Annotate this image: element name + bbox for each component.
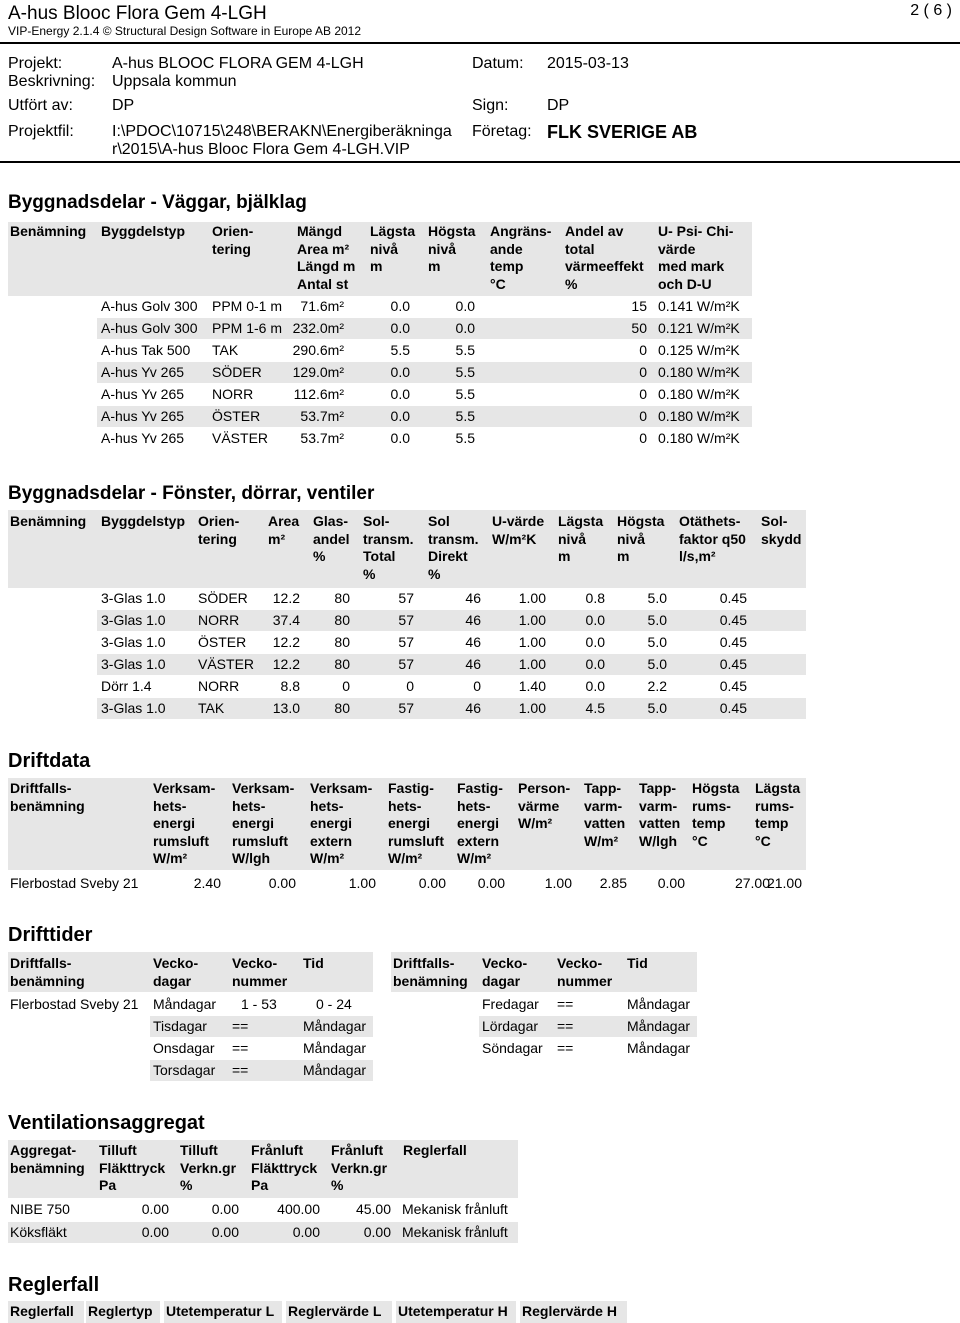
column-header: Reglervärde H: [522, 1303, 617, 1319]
ventilation-section-title: Ventilationsaggregat: [8, 1112, 205, 1134]
table-row-cell: 0.0: [390, 430, 410, 446]
description-label: Beskrivning:: [8, 73, 96, 90]
table-row-cell: 0: [473, 678, 481, 694]
table-row-cell: 0: [639, 408, 647, 424]
table-row-cell: 0: [639, 430, 647, 446]
project-file-line-2: r\2015\A-hus Blooc Flora Gem 4-LGH.VIP: [112, 141, 410, 158]
table-row-cell: 57: [398, 634, 414, 650]
column-header: Lägsta nivå m: [558, 513, 604, 564]
table-row-cell: Flerbostad Sveby 21: [10, 875, 139, 891]
table-row-cell: Måndagar: [303, 1062, 367, 1078]
table-row-cell: 0.0: [455, 320, 475, 336]
project-file-line-1: I:\PDOC\10715\248\BERAKN\Energiberäkninga: [112, 123, 452, 140]
table-row-cell: 5.5: [455, 386, 475, 402]
table-row-cell: Tisdagar: [153, 1018, 207, 1034]
column-header: Glas- andel %: [313, 513, 350, 564]
table-row-cell: ==: [232, 1018, 249, 1034]
table-row-cell: 1.00: [518, 700, 546, 716]
table-row-cell: 1.00: [518, 612, 546, 628]
table-row-cell: PPM 1-6 m: [212, 320, 283, 336]
table-row-cell: 0.00: [141, 1224, 169, 1240]
table-row-cell: 0: [639, 364, 647, 380]
table-row-cell: 46: [465, 612, 481, 628]
table-row-cell: 1.00: [518, 634, 546, 650]
column-header: Tid: [303, 955, 324, 971]
table-row-cell: 1.00: [348, 875, 376, 891]
column-header: Orien- tering: [198, 513, 240, 547]
column-header: Area m²: [268, 513, 300, 547]
table-row-cell: 0.00: [141, 1201, 169, 1217]
table-row-cell: 129.0m²: [292, 364, 344, 380]
table-row-cell: 27.00: [734, 875, 770, 891]
table-row-cell: NORR: [198, 678, 240, 694]
table-row-cell: 5.0: [647, 634, 667, 650]
table-row-cell: 46: [465, 656, 481, 672]
table-row-cell: 80: [334, 612, 350, 628]
table-row-cell: Måndagar: [627, 996, 691, 1012]
performed-by-value: DP: [112, 97, 135, 114]
table-row-cell: 2.40: [193, 875, 221, 891]
sign-value: DP: [547, 97, 570, 114]
table-row-cell: 0: [406, 678, 414, 694]
table-row-cell: 5.5: [455, 342, 475, 358]
table-row-cell: 8.8: [280, 678, 300, 694]
table-row-cell: 5.0: [647, 700, 667, 716]
table-row-cell: 0 - 24: [316, 996, 352, 1012]
table-row-cell: 0.00: [292, 1224, 320, 1240]
table-row-cell: 45.00: [355, 1201, 391, 1217]
table-row-cell: 0.00: [363, 1224, 391, 1240]
table-row-cell: ==: [557, 996, 574, 1012]
column-header: Tapp- varm- vatten W/lgh: [639, 780, 681, 849]
table-row-cell: Måndagar: [303, 1018, 367, 1034]
table-row-cell: TAK: [198, 700, 225, 716]
table-row-cell: 57: [398, 656, 414, 672]
table-row-cell: A-hus Golv 300: [101, 320, 198, 336]
table-row-cell: 57: [398, 590, 414, 606]
table-row-cell: Lördagar: [482, 1018, 539, 1034]
table-row-cell: ==: [232, 1040, 249, 1056]
column-header: Reglervärde L: [288, 1303, 382, 1319]
date-label: Datum:: [472, 55, 524, 72]
column-header: U- Psi- Chi- värde med mark och D-U: [658, 223, 734, 292]
table-row-cell: 0.0: [585, 678, 605, 694]
column-header: Angräns- ande temp °C: [490, 223, 552, 292]
table-row-cell: 0.45: [719, 700, 747, 716]
column-header: Högsta rums- temp °C: [692, 780, 740, 849]
table-row-cell: 2.85: [599, 875, 627, 891]
table-row-cell: 0.0: [390, 320, 410, 336]
driftdata-section-title: Driftdata: [8, 750, 91, 772]
table-row-cell: 80: [334, 590, 350, 606]
column-header: Aggregat- benämning: [10, 1142, 85, 1176]
table-row-cell: ==: [557, 1040, 574, 1056]
company-value: FLK SVERIGE AB: [547, 122, 698, 142]
table-row-cell: NIBE 750: [10, 1201, 70, 1217]
table-row-cell: 0: [342, 678, 350, 694]
column-header: Utetemperatur H: [398, 1303, 508, 1319]
table-row-cell: 80: [334, 700, 350, 716]
column-header: Sol- skydd: [761, 513, 802, 547]
table-row-cell: 0.141 W/m²K: [658, 298, 740, 314]
table-row-cell: 1.00: [544, 875, 572, 891]
header-divider: [0, 42, 960, 44]
table-row-cell: 5.0: [647, 612, 667, 628]
table-row-cell: NORR: [212, 386, 254, 402]
column-header: Orien- tering: [212, 223, 254, 257]
table-row-cell: 0.00: [211, 1201, 239, 1217]
table-row-cell: 0.180 W/m²K: [658, 386, 740, 402]
header-bottom-divider: [0, 161, 960, 163]
table-row-cell: 3-Glas 1.0: [101, 700, 166, 716]
reglerfall-section-title: Reglerfall: [8, 1274, 100, 1296]
column-header: Tapp- varm- vatten W/m²: [584, 780, 626, 849]
table-row-cell: 0.45: [719, 612, 747, 628]
column-header: Byggdelstyp: [101, 223, 186, 239]
column-header: Driftfalls- benämning: [10, 955, 85, 989]
table-row-cell: 0.180 W/m²K: [658, 364, 740, 380]
table-row-cell: A-hus Tak 500: [101, 342, 191, 358]
table-row-cell: 3-Glas 1.0: [101, 634, 166, 650]
table-row-cell: 0.125 W/m²K: [658, 342, 740, 358]
table-row-cell: A-hus Yv 265: [101, 364, 185, 380]
column-header: Byggdelstyp: [101, 513, 186, 529]
table-row-cell: NORR: [198, 612, 240, 628]
table-row-cell: TAK: [212, 342, 239, 358]
column-header: Sol- transm. Total %: [363, 513, 414, 582]
description-value: Uppsala kommun: [112, 73, 237, 90]
table-row-cell: Fredagar: [482, 996, 539, 1012]
column-header: U-värde W/m²K: [492, 513, 545, 547]
column-header: Benämning: [10, 513, 87, 529]
table-row-cell: 0.45: [719, 678, 747, 694]
table-row-cell: Mekanisk frånluft: [402, 1201, 508, 1217]
column-header: Högsta nivå m: [428, 223, 476, 274]
table-row-cell: VÄSTER: [198, 656, 255, 672]
table-row-cell: 1 - 53: [241, 996, 277, 1012]
table-row-cell: 3-Glas 1.0: [101, 656, 166, 672]
table-row-cell: 0.180 W/m²K: [658, 430, 740, 446]
column-header: Lägsta nivå m: [370, 223, 416, 274]
table-row-bg: [97, 406, 752, 427]
table-row-cell: 0.180 W/m²K: [658, 408, 740, 424]
table-row-cell: Måndagar: [153, 996, 217, 1012]
column-header: Utetemperatur L: [166, 1303, 275, 1319]
table-row-cell: 0.45: [719, 634, 747, 650]
table-row-cell: 13.0: [272, 700, 300, 716]
table-row-cell: 0.0: [455, 298, 475, 314]
table-row-cell: Mekanisk frånluft: [402, 1224, 508, 1240]
table-row-cell: 46: [465, 634, 481, 650]
column-header: Högsta nivå m: [617, 513, 665, 564]
software-info: VIP-Energy 2.1.4 © Structural Design Software in Europe AB 2012: [8, 24, 362, 38]
column-header: Benämning: [10, 223, 87, 239]
table-row-cell: VÄSTER: [212, 430, 269, 446]
table-row-cell: A-hus Golv 300: [101, 298, 198, 314]
table-row-cell: Flerbostad Sveby 21: [10, 996, 139, 1012]
project-file-label: Projektfil:: [8, 123, 74, 140]
table-row-cell: 1.40: [518, 678, 546, 694]
table-row-cell: 3-Glas 1.0: [101, 590, 166, 606]
table-row-cell: 290.6m²: [292, 342, 344, 358]
table-row-cell: 0.0: [390, 298, 410, 314]
project-value: A-hus BLOOC FLORA GEM 4-LGH: [112, 55, 364, 72]
project-label: Projekt:: [8, 55, 63, 72]
table-row-cell: 1.00: [518, 590, 546, 606]
column-header: Reglerfall: [10, 1303, 74, 1319]
table-row-cell: ÖSTER: [198, 634, 247, 650]
column-header: Vecko- dagar: [153, 955, 199, 989]
table-row-cell: Köksfläkt: [10, 1224, 67, 1240]
column-header: Reglertyp: [88, 1303, 153, 1319]
table-row-cell: 12.2: [272, 656, 300, 672]
table-row-cell: 57: [398, 612, 414, 628]
table-row-cell: A-hus Yv 265: [101, 430, 185, 446]
table-row-cell: ÖSTER: [212, 408, 261, 424]
column-header: Vecko- nummer: [232, 955, 288, 989]
walls-section-title: Byggnadsdelar - Väggar, bjälklag: [8, 192, 307, 213]
column-header: Mängd Area m² Längd m Antal st: [297, 223, 356, 292]
table-row-cell: 400.00: [277, 1201, 320, 1217]
table-row-cell: 5.0: [647, 590, 667, 606]
table-row-cell: Torsdagar: [153, 1062, 216, 1078]
table-row-cell: 12.2: [272, 590, 300, 606]
column-header: Verksam- hets- energi rumsluft W/m²: [153, 780, 216, 866]
column-header: Fastig- hets- energi rumsluft W/m²: [388, 780, 444, 866]
table-row-cell: 0.00: [268, 875, 296, 891]
column-header: Tilluft Fläkttryck Pa: [99, 1142, 166, 1193]
table-row-cell: SÖDER: [212, 364, 262, 380]
table-row-cell: 12.2: [272, 634, 300, 650]
date-value: 2015-03-13: [547, 55, 629, 72]
table-row-cell: 0.00: [418, 875, 446, 891]
table-row-cell: Måndagar: [627, 1040, 691, 1056]
table-row-cell: 0.0: [585, 656, 605, 672]
table-row-cell: 1.00: [518, 656, 546, 672]
column-header: Driftfalls- benämning: [393, 955, 468, 989]
table-row-cell: 37.4: [272, 612, 300, 628]
table-row-cell: 46: [465, 590, 481, 606]
table-row-cell: 5.5: [455, 430, 475, 446]
column-header: Tilluft Verkn.gr %: [180, 1142, 237, 1193]
table-row-cell: 0.0: [390, 364, 410, 380]
table-row-cell: 0.00: [657, 875, 685, 891]
column-header: Fastig- hets- energi extern W/m²: [457, 780, 503, 866]
table-row-cell: SÖDER: [198, 590, 248, 606]
table-row-cell: A-hus Yv 265: [101, 386, 185, 402]
column-header: Tid: [627, 955, 648, 971]
table-row-cell: 112.6m²: [293, 386, 344, 402]
column-header: Vecko- nummer: [557, 955, 613, 989]
table-row-cell: 50: [631, 320, 647, 336]
table-row-cell: 3-Glas 1.0: [101, 612, 166, 628]
page-number: 2 ( 6 ): [910, 2, 952, 19]
column-header: Vecko- dagar: [482, 955, 528, 989]
table-row-cell: 57: [398, 700, 414, 716]
column-header: Otäthets- faktor q50 l/s,m²: [679, 513, 746, 564]
table-row-cell: 0.00: [477, 875, 505, 891]
table-row-cell: 46: [465, 700, 481, 716]
document-title: A-hus Blooc Flora Gem 4-LGH: [8, 3, 267, 24]
table-row-cell: Dörr 1.4: [101, 678, 152, 694]
column-header: Frånluft Fläkttryck Pa: [251, 1142, 318, 1193]
table-row-cell: 5.5: [455, 408, 475, 424]
column-header: Lägsta rums- temp °C: [755, 780, 801, 849]
table-row-cell: 5.0: [647, 656, 667, 672]
column-header: Reglerfall: [403, 1142, 467, 1158]
sign-label: Sign:: [472, 97, 509, 114]
company-label: Företag:: [472, 123, 532, 140]
table-row-cell: Söndagar: [482, 1040, 543, 1056]
table-row-cell: 21.00: [766, 875, 802, 891]
table-row-cell: 0.45: [719, 590, 747, 606]
table-row-cell: 0.0: [390, 386, 410, 402]
table-row-cell: A-hus Yv 265: [101, 408, 185, 424]
table-row-cell: Måndagar: [627, 1018, 691, 1034]
windows-section-title: Byggnadsdelar - Fönster, dörrar, ventiler: [8, 483, 375, 504]
table-row-cell: 15: [631, 298, 647, 314]
column-header: Verksam- hets- energi extern W/m²: [310, 780, 373, 866]
table-row-cell: 5.5: [390, 342, 410, 358]
table-row-cell: Onsdagar: [153, 1040, 215, 1056]
table-row-cell: 0.8: [585, 590, 605, 606]
table-row-cell: 71.6m²: [300, 298, 344, 314]
table-row-cell: 0.00: [211, 1224, 239, 1240]
table-row-cell: 2.2: [647, 678, 667, 694]
table-row-cell: Måndagar: [303, 1040, 367, 1056]
column-header: Sol transm. Direkt %: [428, 513, 479, 582]
table-row-cell: 53.7m²: [300, 430, 344, 446]
table-row-cell: 0.0: [390, 408, 410, 424]
column-header: Driftfalls- benämning: [10, 780, 85, 814]
table-row-cell: 0: [639, 386, 647, 402]
column-header: Andel av total värmeeffekt %: [565, 223, 644, 292]
table-row-cell: 80: [334, 634, 350, 650]
table-row-cell: 5.5: [455, 364, 475, 380]
table-row-cell: 53.7m²: [300, 408, 344, 424]
drifttider-section-title: Drifttider: [8, 924, 93, 946]
column-header: Person- värme W/m²: [518, 780, 571, 831]
table-row-cell: 80: [334, 656, 350, 672]
table-row-cell: PPM 0-1 m: [212, 298, 283, 314]
column-header: Frånluft Verkn.gr %: [331, 1142, 388, 1193]
performed-by-label: Utfört av:: [8, 97, 73, 114]
table-row-cell: 0.121 W/m²K: [658, 320, 740, 336]
table-row-cell: 4.5: [585, 700, 605, 716]
table-row-cell: ==: [232, 1062, 249, 1078]
column-header: Verksam- hets- energi rumsluft W/lgh: [232, 780, 295, 866]
table-row-cell: 232.0m²: [292, 320, 344, 336]
table-row-cell: 0.0: [585, 612, 605, 628]
table-row-bg: [97, 362, 752, 383]
table-row-cell: 0: [639, 342, 647, 358]
table-row-cell: 0.0: [585, 634, 605, 650]
table-row-cell: 0.45: [719, 656, 747, 672]
table-row-cell: ==: [557, 1018, 574, 1034]
